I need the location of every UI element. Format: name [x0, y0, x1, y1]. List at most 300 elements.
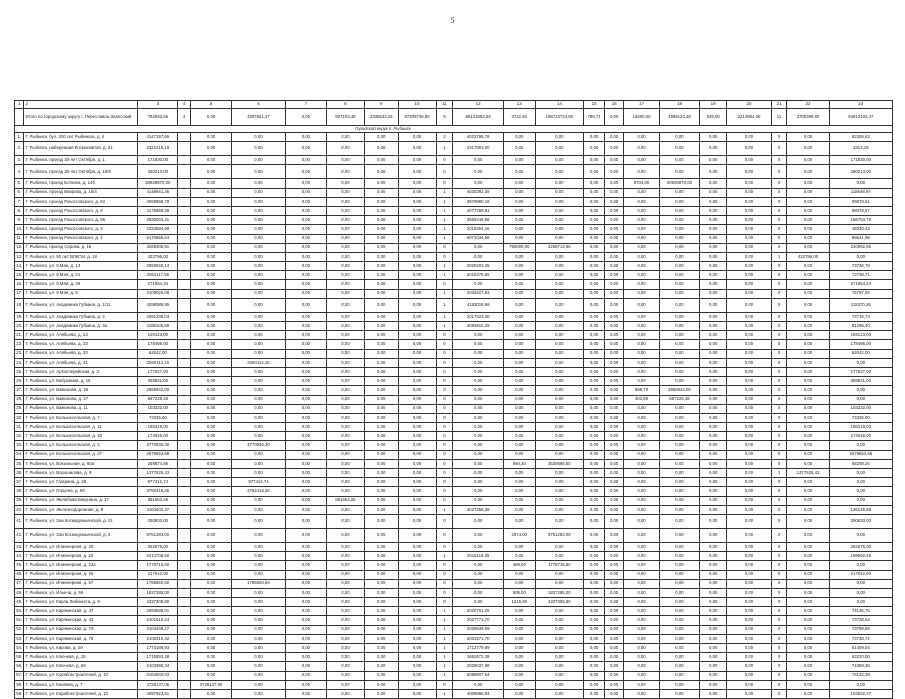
table-cell: 0,00 — [398, 561, 436, 570]
table-cell: 0 — [771, 653, 787, 662]
table-cell: 0,00 — [326, 395, 364, 404]
table-cell: 0,00 — [787, 312, 829, 321]
table-cell: 0,00 — [453, 450, 504, 459]
table-cell: 0,00 — [535, 340, 583, 349]
table-cell: 0,00 — [659, 634, 699, 643]
table-cell: 0,00 — [364, 514, 398, 528]
table-cell: 0,00 — [191, 165, 232, 179]
table-cell: 0,00 — [624, 142, 660, 156]
table-cell: 2020761,26 — [453, 607, 504, 616]
table-cell: 0,00 — [453, 459, 504, 468]
table-cell: 0,00 — [503, 413, 535, 422]
table-cell: 0,00 — [503, 142, 535, 156]
table-cell: 2031571,70 — [453, 634, 504, 643]
table-cell: 0,00 — [659, 505, 699, 514]
table-cell — [178, 423, 191, 432]
table-cell: 0,00 — [285, 634, 326, 643]
table-cell: 1 — [436, 653, 453, 662]
table-cell: 0 — [771, 598, 787, 607]
table-cell — [15, 109, 24, 126]
table-cell: 0,00 — [584, 395, 605, 404]
table-cell: 0,00 — [326, 459, 364, 468]
table-cell: 6088807,64 — [453, 671, 504, 680]
table-cell: 0 — [771, 671, 787, 680]
table-cell: 0,00 — [584, 322, 605, 331]
table-cell: 0,00 — [503, 298, 535, 312]
table-cell: 0,00 — [727, 561, 771, 570]
table-cell: 0,00 — [659, 234, 699, 243]
table-cell: 0,00 — [535, 496, 583, 505]
table-cell: 0,00 — [829, 496, 892, 505]
table-cell: Г. Рыбинск, ул. Бажанова, д. 27 — [24, 395, 138, 404]
table-cell: 0,00 — [787, 197, 829, 206]
table-cell: 1 — [15, 101, 24, 109]
table-row — [15, 469, 893, 478]
table-cell: 0,00 — [285, 552, 326, 561]
table-cell: 0,00 — [503, 271, 535, 280]
table-cell: 1219,90 — [503, 598, 535, 607]
table-cell: 0,00 — [364, 469, 398, 478]
table-cell: 0,00 — [232, 386, 286, 395]
table-cell: 0,00 — [232, 188, 286, 197]
table-cell: 0,00 — [364, 133, 398, 142]
table-cell: Г. Рыбинск, ул. 9 Мая, д. 5 — [24, 289, 138, 298]
table-cell: 0,00 — [605, 671, 624, 680]
table-cell: 0,00 — [659, 358, 699, 367]
table-cell: 0,00 — [364, 188, 398, 197]
table-cell — [178, 441, 191, 450]
table-cell: 0,00 — [503, 662, 535, 671]
table-cell: 0,00 — [232, 634, 286, 643]
table-cell: 1715893,38 — [138, 653, 178, 662]
table-cell: 0,00 — [829, 487, 892, 496]
table-cell: 0 — [771, 142, 787, 156]
table-cell: 0 — [771, 542, 787, 551]
table-cell: 2091239,03 — [138, 312, 178, 321]
table-cell: 0,00 — [787, 644, 829, 653]
table-cell: 29. — [15, 404, 24, 413]
table-cell — [178, 625, 191, 634]
table-cell: 0,00 — [787, 441, 829, 450]
page-number: 5 — [450, 16, 455, 25]
table-cell: 0,00 — [605, 142, 624, 156]
table-cell: 0,00 — [503, 280, 535, 289]
table-cell: 0,00 — [232, 312, 286, 321]
table-cell: 0,00 — [699, 271, 726, 280]
table-cell: 0,00 — [326, 689, 364, 698]
table-cell: 0,00 — [232, 395, 286, 404]
table-cell: 0,00 — [727, 570, 771, 579]
table-cell — [178, 142, 191, 156]
table-cell: 2 — [436, 133, 453, 142]
table-cell: 0,00 — [398, 367, 436, 376]
table-cell: 3269306,91 — [138, 243, 178, 252]
table-cell: 0,00 — [624, 298, 660, 312]
table-cell: 2020203,35 — [453, 262, 504, 271]
table-cell: 178486,00 — [829, 340, 892, 349]
table-cell: 881653,25 — [326, 496, 364, 505]
table-cell: 0,00 — [191, 206, 232, 215]
table-cell: 0,00 — [503, 252, 535, 261]
table-cell: 0,00 — [584, 542, 605, 551]
table-cell: 0,00 — [535, 680, 583, 689]
table-cell: 0,00 — [659, 514, 699, 528]
table-row — [15, 478, 893, 487]
table-cell: Г. Рыбинск, ул. 9 Мая, д. 21 — [24, 271, 138, 280]
table-cell: 0,00 — [624, 432, 660, 441]
table-cell: 0,00 — [727, 644, 771, 653]
table-cell: 0,00 — [584, 252, 605, 261]
table-cell: 0,00 — [624, 487, 660, 496]
table-cell: 0,00 — [453, 432, 504, 441]
table-cell: 0,00 — [398, 469, 436, 478]
table-cell: 0,00 — [364, 653, 398, 662]
table-cell: 0,00 — [326, 413, 364, 422]
table-cell: 0,00 — [659, 377, 699, 386]
table-cell: 0,00 — [584, 358, 605, 367]
table-cell: 0,00 — [285, 505, 326, 514]
table-cell: 0,00 — [398, 358, 436, 367]
table-cell — [178, 542, 191, 551]
table-cell: 0,00 — [285, 561, 326, 570]
table-cell: 0,00 — [232, 542, 286, 551]
table-cell: 0,00 — [285, 252, 326, 261]
table-cell: 0,00 — [453, 496, 504, 505]
table-cell: 0,00 — [398, 528, 436, 542]
table-cell: 0,00 — [659, 671, 699, 680]
table-cell: 0,00 — [699, 395, 726, 404]
table-cell: 0,00 — [326, 552, 364, 561]
table-cell: 0,00 — [232, 598, 286, 607]
table-cell: 4185106,69 — [138, 322, 178, 331]
table-cell — [178, 598, 191, 607]
table-cell: 0,00 — [535, 165, 583, 179]
table-cell: 0,00 — [285, 322, 326, 331]
table-cell: 0,00 — [503, 552, 535, 561]
table-cell: 73738,71 — [829, 271, 892, 280]
table-cell: 0,00 — [787, 598, 829, 607]
table-cell: 0,00 — [584, 561, 605, 570]
table-cell: 0,00 — [503, 367, 535, 376]
table-cell: 0,00 — [659, 625, 699, 634]
table-cell: 0,00 — [699, 197, 726, 206]
table-cell: 4989123,48 — [659, 109, 699, 126]
table-cell: 4023796,76 — [453, 133, 504, 142]
table-cell: 136145,98 — [829, 505, 892, 514]
table-cell: 0,00 — [605, 234, 624, 243]
table-cell: 0,00 — [232, 156, 286, 165]
table-cell: 0,00 — [326, 505, 364, 514]
table-cell: 0 — [771, 561, 787, 570]
section-row — [15, 126, 893, 133]
table-cell: 0,00 — [535, 322, 583, 331]
table-cell: Г. Рыбинск, ул. Ключева, д. 15 — [24, 653, 138, 662]
table-cell: 0,00 — [326, 450, 364, 459]
table-cell: 0,00 — [364, 395, 398, 404]
table-cell: 0,00 — [503, 625, 535, 634]
table-cell: 0 — [771, 262, 787, 271]
table-cell: 0,00 — [605, 505, 624, 514]
table-cell: 4 — [178, 101, 191, 109]
table-cell: 0,00 — [787, 459, 829, 468]
table-cell: 0,00 — [453, 598, 504, 607]
table-cell: 0,00 — [535, 395, 583, 404]
table-cell: 30928870,00 — [138, 179, 178, 188]
table-cell: 0,00 — [285, 156, 326, 165]
table-cell: 0,00 — [584, 404, 605, 413]
table-cell: 0,00 — [398, 216, 436, 225]
table-cell: 0,00 — [191, 197, 232, 206]
table-cell: 0,00 — [326, 579, 364, 588]
table-cell: 0,00 — [624, 423, 660, 432]
table-cell: 0,00 — [624, 377, 660, 386]
table-cell: 0,00 — [364, 689, 398, 698]
table-cell: Г. Рыбинск, проезд 30-лет Октября, д. 1 — [24, 156, 138, 165]
table-cell: 1 — [436, 662, 453, 671]
table-cell: Г. Рыбинск, ул. Кораблестроителей, д. 10 — [24, 671, 138, 680]
table-cell: 4147197,65 — [138, 133, 178, 142]
table-cell: 54. — [15, 644, 24, 653]
table-row — [15, 662, 893, 671]
table-cell: 0,00 — [584, 133, 605, 142]
table-cell: 0,00 — [326, 225, 364, 234]
table-cell: 650,30 — [503, 459, 535, 468]
data-table — [14, 100, 893, 699]
table-cell: 0,00 — [285, 395, 326, 404]
table-cell: 368831,00 — [138, 377, 178, 386]
table-cell: 0,00 — [699, 579, 726, 588]
table-cell: 0,00 — [503, 653, 535, 662]
table-cell: 0,00 — [453, 579, 504, 588]
table-cell: 0,00 — [584, 179, 605, 188]
table-cell: 0,00 — [232, 206, 286, 215]
table-cell: 0,00 — [364, 561, 398, 570]
table-cell: 0,00 — [659, 165, 699, 179]
table-cell: 0,00 — [727, 459, 771, 468]
table-cell: 1 — [436, 634, 453, 643]
table-cell: 0,00 — [605, 206, 624, 215]
table-cell: 1778715,60 — [535, 561, 583, 570]
table-row — [15, 505, 893, 514]
table-cell: 0,00 — [699, 552, 726, 561]
table-cell: 0,00 — [605, 395, 624, 404]
table-cell: 0,00 — [232, 570, 286, 579]
table-cell: 0,00 — [624, 349, 660, 358]
table-cell: 0,00 — [285, 680, 326, 689]
table-cell: 0,00 — [605, 579, 624, 588]
table-cell: 0,00 — [191, 340, 232, 349]
table-cell: 38. — [15, 487, 24, 496]
table-cell: 0,00 — [624, 243, 660, 252]
table-cell: 14. — [15, 262, 24, 271]
table-cell: 0,00 — [285, 280, 326, 289]
table-row — [15, 216, 893, 225]
table-cell: 0,00 — [727, 142, 771, 156]
table-cell: Г. Рыбинск, ул. Бажанова, д. 26 — [24, 386, 138, 395]
table-cell: 0,00 — [398, 505, 436, 514]
table-cell: 0,00 — [829, 386, 892, 395]
table-cell: 0,00 — [364, 552, 398, 561]
table-cell: 0,00 — [584, 505, 605, 514]
table-cell: 0,00 — [727, 367, 771, 376]
table-cell: 0,00 — [398, 588, 436, 597]
table-cell: 0,00 — [727, 552, 771, 561]
table-cell: 0,00 — [503, 340, 535, 349]
table-cell: 62042,00 — [138, 349, 178, 358]
table-cell: 0 — [771, 496, 787, 505]
column-number-row — [15, 101, 893, 109]
table-cell: Г. Рыбинск, ул. Алябьева, д. 13 — [24, 331, 138, 340]
table-cell: 62042,00 — [829, 349, 892, 358]
table-cell: 0,00 — [584, 188, 605, 197]
table-cell: 0,00 — [829, 588, 892, 597]
table-cell: 0,00 — [659, 432, 699, 441]
table-cell: 8704,00 — [624, 179, 660, 188]
table-cell: 0,00 — [624, 280, 660, 289]
table-cell — [178, 206, 191, 215]
table-cell: 0,00 — [398, 156, 436, 165]
table-cell: 0,00 — [624, 367, 660, 376]
table-row — [15, 322, 893, 331]
table-cell: 0,00 — [727, 225, 771, 234]
table-cell: 0,00 — [584, 616, 605, 625]
table-cell: 0,00 — [659, 607, 699, 616]
table-cell: 0 — [771, 644, 787, 653]
table-cell: Г. Рыбинск, ул. Герцена, д. 99 — [24, 487, 138, 496]
table-cell: 0,00 — [326, 197, 364, 206]
table-cell: 0,00 — [232, 625, 286, 634]
table-cell: 0,00 — [829, 598, 892, 607]
table-cell: 0,00 — [584, 514, 605, 528]
table-cell: 0,00 — [829, 441, 892, 450]
table-cell: 0,00 — [503, 395, 535, 404]
table-cell: 0,00 — [699, 625, 726, 634]
table-cell: 0,00 — [624, 441, 660, 450]
table-cell: 0,00 — [699, 404, 726, 413]
table-cell: 0,00 — [535, 142, 583, 156]
table-cell: 0,00 — [605, 588, 624, 597]
table-cell: 0,00 — [232, 331, 286, 340]
table-cell: 0,00 — [191, 561, 232, 570]
table-cell: 1 — [436, 505, 453, 514]
table-cell: 0,00 — [727, 312, 771, 321]
table-cell: 0,00 — [584, 496, 605, 505]
table-row — [15, 271, 893, 280]
table-cell: 0,00 — [829, 179, 892, 188]
table-row — [15, 252, 893, 261]
table-cell: 0,00 — [605, 312, 624, 321]
table-cell: 1774188,93 — [138, 644, 178, 653]
table-cell: 0,00 — [326, 206, 364, 215]
table-row — [15, 528, 893, 542]
table-cell: 0,00 — [191, 487, 232, 496]
table-cell: 45. — [15, 561, 24, 570]
table-cell: 0 — [771, 280, 787, 289]
table-cell: 0,00 — [453, 478, 504, 487]
table-cell: 39. — [15, 496, 24, 505]
table-cell: 988,70 — [624, 386, 660, 395]
table-row — [15, 588, 893, 597]
table-cell: 0,00 — [659, 598, 699, 607]
table-row — [15, 349, 893, 358]
table-cell: 0,00 — [624, 542, 660, 551]
table-cell: 0,00 — [326, 625, 364, 634]
table-cell: 0,00 — [398, 542, 436, 551]
table-cell: 0,00 — [453, 404, 504, 413]
table-cell: 0,00 — [191, 404, 232, 413]
table-cell: Г. Рыбинск, ул. Зои Космодемьянской, д. 4 — [24, 528, 138, 542]
table-cell: 0,00 — [699, 188, 726, 197]
table-cell: 0,00 — [398, 271, 436, 280]
table-cell: 0,00 — [285, 367, 326, 376]
table-cell: 0,00 — [535, 579, 583, 588]
table-cell: 52. — [15, 625, 24, 634]
table-cell — [178, 459, 191, 468]
table-cell: 0,00 — [326, 423, 364, 432]
table-cell: 73799,68 — [829, 625, 892, 634]
table-cell: 0,00 — [699, 142, 726, 156]
table-cell: 0,00 — [503, 234, 535, 243]
table-cell: 0,00 — [699, 262, 726, 271]
table-cell: Г. Рыбинск, ул. Бабушкина, д. 16 — [24, 377, 138, 386]
table-cell: 0,00 — [727, 441, 771, 450]
table-cell: 0,00 — [727, 423, 771, 432]
table-cell: 1 — [436, 607, 453, 616]
table-cell: 0,00 — [787, 165, 829, 179]
table-cell: 368831,00 — [829, 377, 892, 386]
table-cell: 0,00 — [624, 570, 660, 579]
table-cell: 0,00 — [584, 450, 605, 459]
table-cell: 4148941,36 — [138, 188, 178, 197]
table-cell: 0,00 — [285, 662, 326, 671]
table-cell: 2094898,01 — [138, 607, 178, 616]
table-cell: 0,00 — [326, 252, 364, 261]
table-cell: 0,00 — [624, 188, 660, 197]
table-cell: 0,00 — [699, 280, 726, 289]
table-row — [15, 262, 893, 271]
table-cell: 0,00 — [535, 377, 583, 386]
table-cell: 9761283,00 — [535, 528, 583, 542]
table-cell: 0,00 — [364, 206, 398, 215]
table-cell: 21. — [15, 331, 24, 340]
table-cell: 0,00 — [503, 432, 535, 441]
table-cell: 2010378,85 — [453, 271, 504, 280]
table-cell: 0,00 — [398, 142, 436, 156]
table-cell: 2579653,68 — [138, 450, 178, 459]
table-cell: 7. — [15, 197, 24, 206]
table-cell: 0 — [771, 156, 787, 165]
table-cell: 0,00 — [699, 179, 726, 188]
table-cell: 1 — [436, 271, 453, 280]
table-cell: 0,00 — [503, 634, 535, 643]
table-cell: 0,00 — [727, 206, 771, 215]
table-cell: 0,00 — [191, 252, 232, 261]
table-cell: 0,00 — [624, 216, 660, 225]
table-row — [15, 653, 893, 662]
table-cell: 0 — [436, 386, 453, 395]
table-cell: 16 — [605, 101, 624, 109]
table-cell — [178, 312, 191, 321]
table-cell: 0,00 — [191, 109, 232, 126]
table-cell: 0,00 — [232, 644, 286, 653]
table-cell: 34. — [15, 450, 24, 459]
table-row — [15, 331, 893, 340]
table-cell: 92326,62 — [829, 133, 892, 142]
table-cell: 18330,43 — [829, 225, 892, 234]
table-cell: 0,00 — [535, 653, 583, 662]
table-cell: 41. — [15, 514, 24, 528]
table-cell: 0,00 — [624, 450, 660, 459]
